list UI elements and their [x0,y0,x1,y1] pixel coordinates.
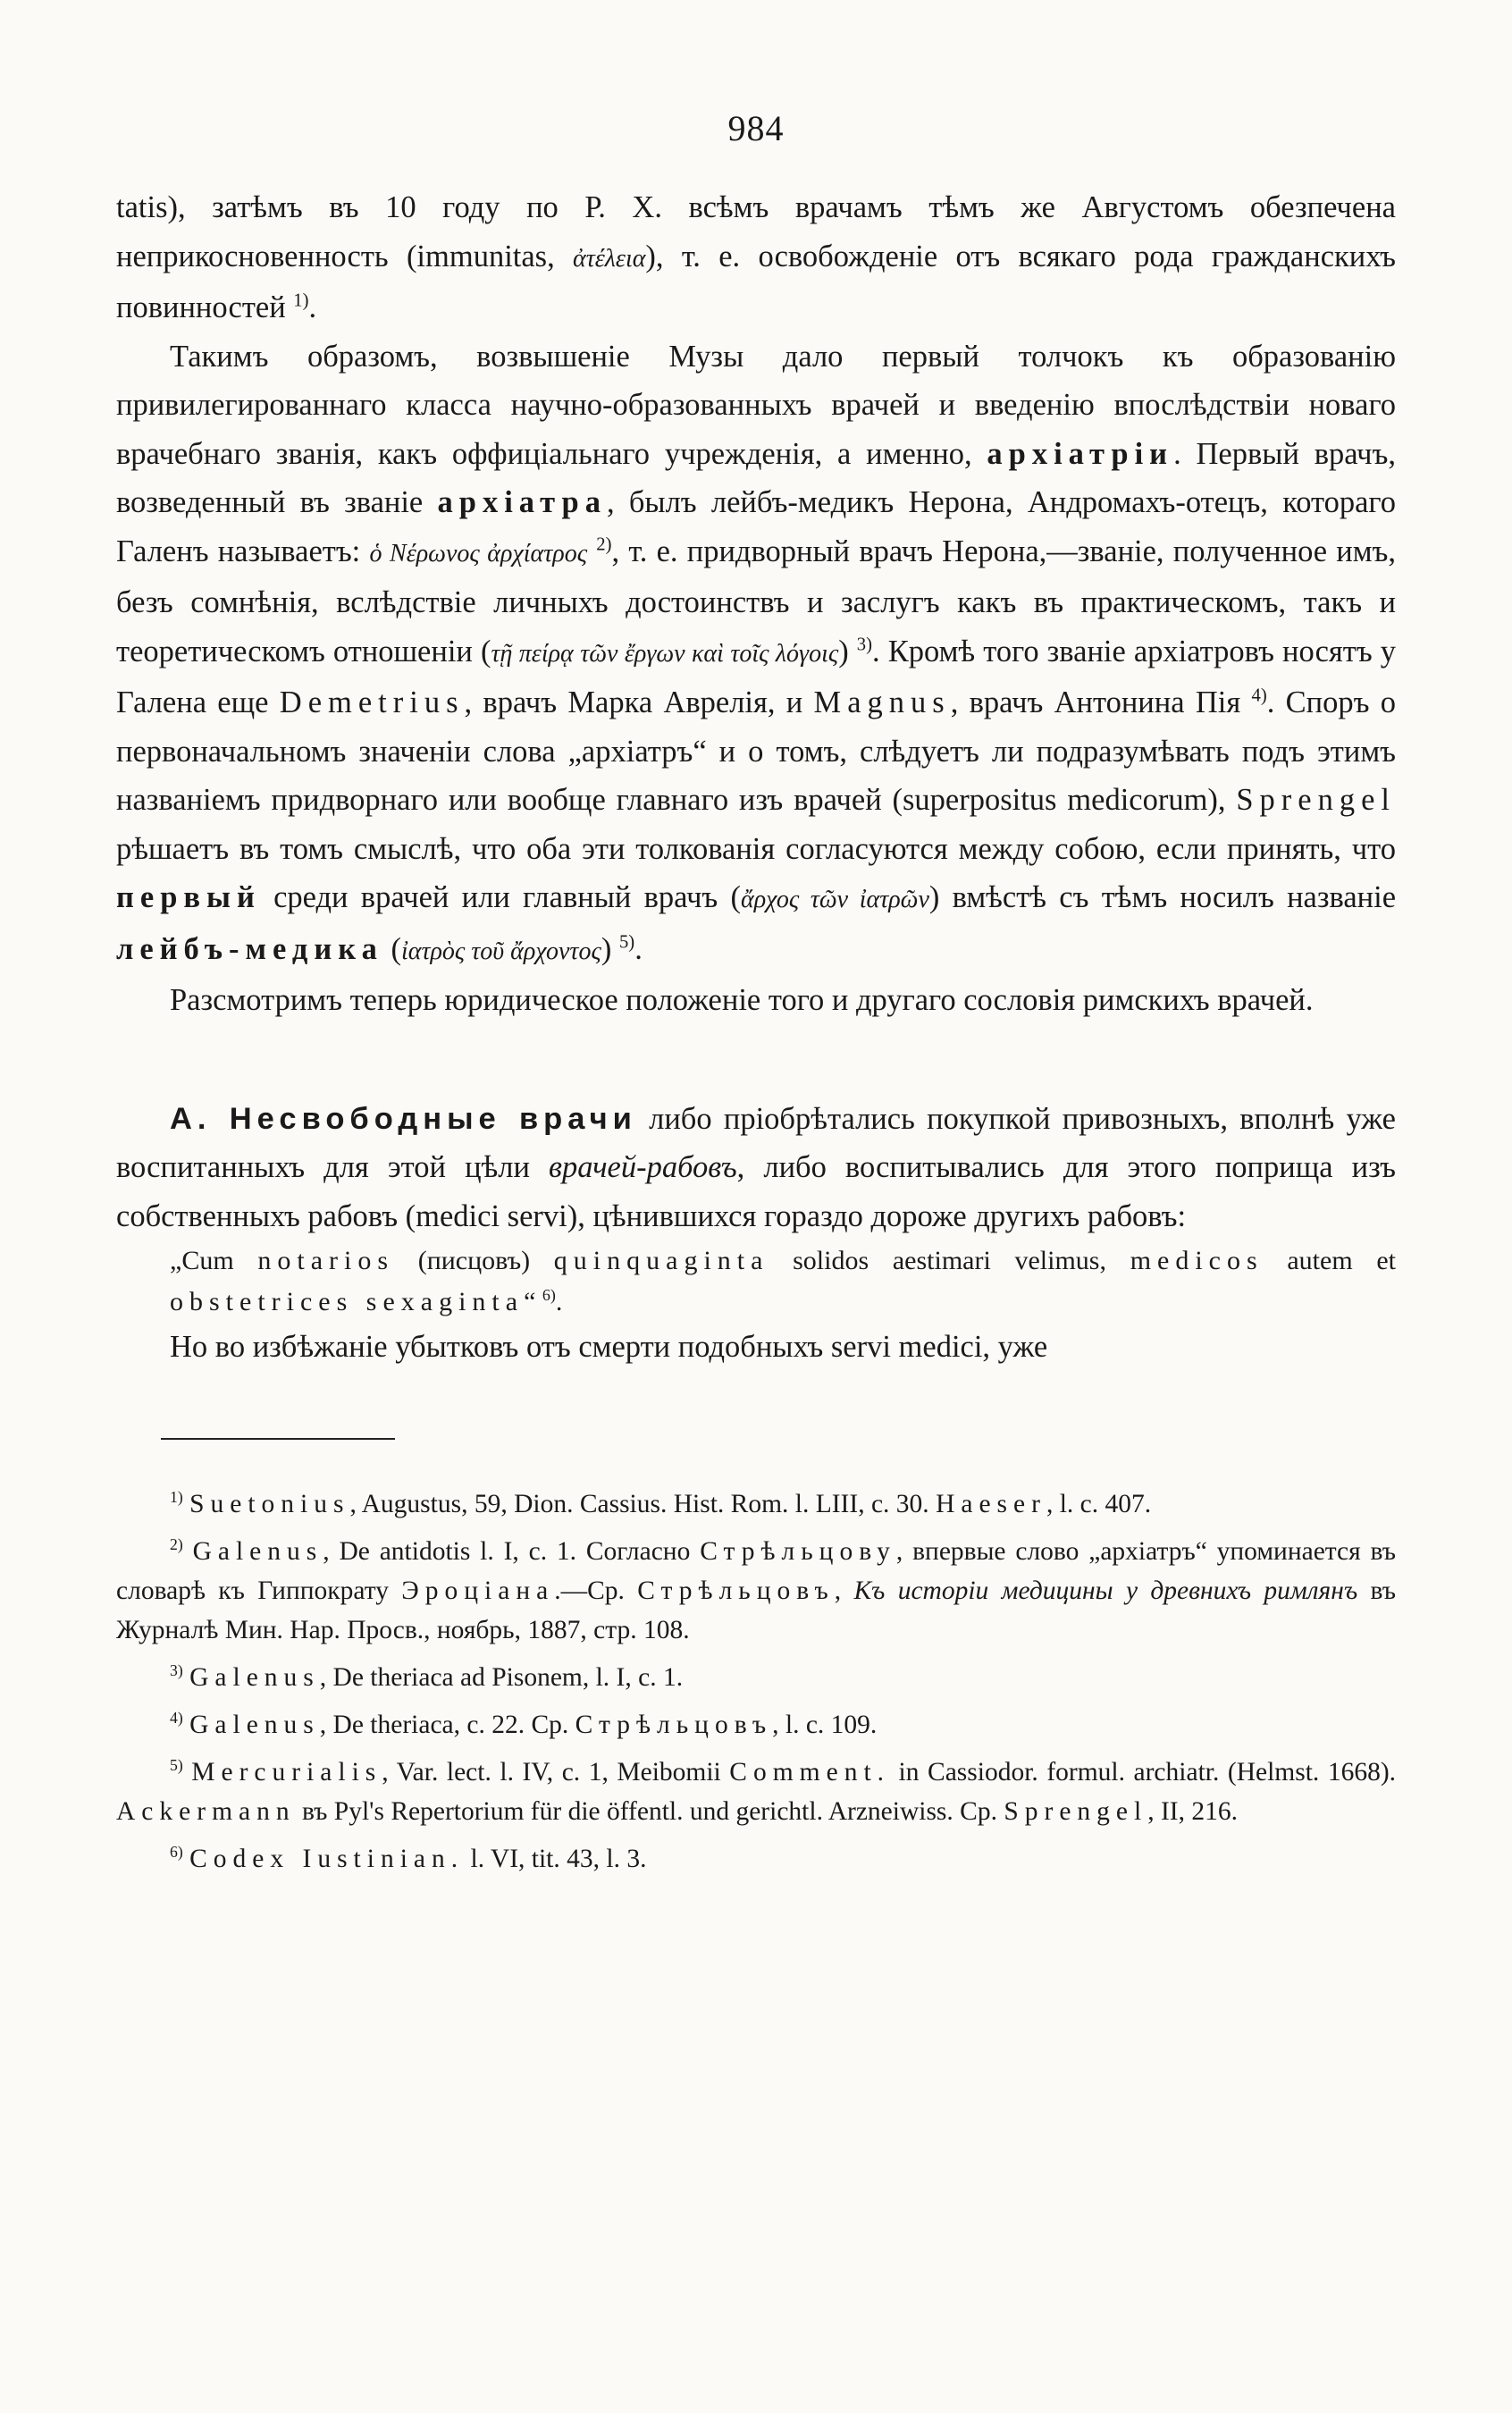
spaced-name: Sprengel [1236,783,1396,817]
text-run: ), т. е. освобожденіе отъ всякаго рода гражданскихъ повинностей [116,239,1397,324]
author-name: Suetonius [189,1489,350,1518]
text-run: . [308,290,317,324]
text-run: въ Pyl's Repertorium für die öffentl. und gerichtl. Arzneiwiss. Ср. [295,1796,1004,1826]
author-name: Sprengel [1004,1796,1148,1826]
author-name: Galenus [192,1536,323,1566]
text-run: въ Журналѣ Мин. Нар. Просв., ноябрь, 1887, стр. 108. [116,1576,1396,1644]
work-title: Къ исторіи медицины у древнихъ римлянъ [853,1576,1358,1605]
spaced-term: архіатріи [987,436,1174,471]
text-run: Такимъ образомъ, возвышеніе Музы дало первый толчокъ къ образованію привилегированнаго класса научно-образованныхъ врачей и введенію впослѣдствіи новаго врачебнаго званія, какъ оффиціальнаго учрежденія, а именно, [116,339,1396,471]
section-heading: А. Несвободные врачи [170,1101,637,1136]
greek-phrase: ἄρχος τῶν ἰατρῶν [741,886,929,913]
footnote-ref-4[interactable]: 4) [1251,685,1267,706]
paragraph-5: Но во избѣжаніе убытковъ отъ смерти подобныхъ servi medici, уже [170,1330,1048,1364]
spaced-name: Magnus [813,685,951,719]
footnote-mark: 3) [170,1661,183,1679]
spaced-word: quinquaginta [553,1246,769,1275]
author-name: Стрѣльцовъ [637,1576,835,1605]
text-run: „Cum [170,1246,258,1275]
italic-term: врачей-рабовъ [549,1150,737,1184]
footnote-2 [116,1532,1396,1650]
page-number: 984 [727,108,785,148]
footnote-mark: 4) [170,1708,183,1727]
text-run: in Cassiodor. formul. archiatr. (Helmst. 1668). [890,1757,1397,1787]
author-name: Эроціана [401,1576,555,1605]
paragraph-3: Разсмотримъ теперь юридическое положеніе того и другаго сословія римскихъ врачей. [170,983,1314,1017]
text-run: ) [838,634,857,668]
greek-phrase: ἰατρὸς τοῦ ἄρχοντος [400,937,601,965]
spaced-term: архіатра [437,485,607,519]
text-run: l. VI, tit. 43, l. 3. [464,1844,647,1873]
footnote-1 [116,1484,1396,1524]
footnote-6 [116,1839,1396,1879]
greek-phrase: ὁ Νέρωνος ἀρχίατρος [369,539,588,568]
footnote-mark: 6) [170,1842,183,1861]
footnote-5 [116,1753,1396,1831]
text-run: , De theriaca, c. 22. Ср. [319,1710,575,1739]
text-run: “ [524,1287,542,1316]
latin-quote [116,1240,1396,1323]
text-run: , De theriaca ad Pisonem, l. I, c. 1. [319,1662,684,1692]
text-run: , т. е. придворный врачъ Нерона,—званіе, полученное имъ, безъ сомнѣнія, вслѣдствіе личныхъ достоинствъ и заслугъ какъ въ практическомъ, такъ и теоретическомъ отношеніи ( [116,534,1396,668]
footnote-4 [116,1705,1396,1745]
footnote-ref-1[interactable]: 1) [293,290,309,311]
spaced-word: obstetrices sexaginta [170,1287,525,1316]
spaced-term: лейбъ-медика [116,931,383,966]
text-run: рѣшаетъ въ томъ смыслѣ, что оба эти толкованія согласуются между собою, если принять, что [116,831,1396,866]
text-run: autem et [1263,1246,1397,1275]
footnote-ref-5[interactable]: 5) [618,932,635,952]
text-run: , либо воспитывались для этого поприща изъ собственныхъ рабовъ (medici servi), цѣнившихся гораздо дороже другихъ рабовъ: [116,1150,1396,1233]
section-gap [116,1025,1396,1095]
text-run: , l. c. 407. [1046,1489,1152,1518]
spaced-word: notarios [257,1246,395,1275]
spaced-word: medicos [1130,1246,1264,1275]
author-name: Codex Iustinian. [189,1844,465,1873]
author-name: Стрѣльцову [700,1536,896,1566]
text-run: ( [382,931,401,966]
text-run: solidos aestimari velimus, [769,1246,1130,1275]
footnote-3 [116,1658,1396,1697]
text-run: , Augustus, 59, Dion. Cassius. Hist. Rom. l. LIII, c. 30. [349,1489,937,1518]
text-run: , De antidotis l. I, c. 1. Согласно [323,1536,701,1566]
text-run: , былъ лейбъ-медикъ Нерона, Андромахъ-отецъ, котораго Галенъ называетъ: [116,485,1396,568]
footnote-ref-3[interactable]: 3) [856,635,873,654]
footnote-mark: 5) [170,1755,183,1774]
greek-phrase: τῇ πείρᾳ τῶν ἔργων καὶ τοῖς λόγοις [491,639,839,668]
paragraph-1 [116,183,1396,332]
text-run: . [555,1287,563,1316]
text-run: либо пріобрѣтались покупкой привозныхъ, вполнѣ уже воспитанныхъ для этой цѣли [116,1101,1396,1184]
text-run: ) [601,931,619,966]
footnote-ref-2[interactable]: 2) [596,534,612,554]
author-name: Galenus [189,1662,320,1692]
text-run: , l. c. 109. [772,1710,878,1739]
author-name: Стрѣльцовъ [575,1710,773,1739]
greek-word: ἀτέλεια [573,244,646,273]
text-run: , II, 216. [1147,1796,1238,1826]
text-run: , врачъ Марка Аврелія, и [464,685,814,719]
text-run: , впервые слово „архіатръ“ упоминается въ словарѣ къ Гиппократу [116,1536,1397,1605]
author-name: Ackermann [116,1796,296,1826]
footnote-mark: 1) [170,1487,183,1506]
text-run: , врачъ Антонина Пія [950,685,1252,719]
main-text [116,183,1396,1372]
footnote-ref-6[interactable]: 6) [542,1286,556,1304]
author-name: Mercurialis [191,1757,382,1787]
spaced-term: первый [116,880,261,914]
paragraph-2 [116,332,1396,977]
text-run: . [634,931,643,966]
author-name: Galenus [189,1710,320,1739]
paragraph-4 [116,1095,1396,1241]
footnotes [116,1484,1396,1879]
author-name: Haeser [936,1489,1046,1518]
footnote-divider [161,1438,395,1440]
spaced-name: Demetrius [279,685,465,719]
text-run: . Первый врачъ, возведенный въ званіе [116,436,1396,519]
author-name: Comment. [729,1757,891,1787]
text-run: .—Ср. [554,1576,638,1605]
text-run: , Var. lect. l. IV, c. 1, Meibomii [382,1757,730,1787]
text-run: . Споръ о первоначальномъ значеніи слова „архіатръ“ и о томъ, слѣдуетъ ли подразумѣвать подъ этимъ названіемъ придворнаго или вообще главнаго изъ врачей (superpositus medicorum), [116,685,1396,817]
text-run: (писцовъ) [394,1246,554,1275]
text-run: ) вмѣстѣ съ тѣмъ носилъ названіе [928,880,1397,914]
text-run: . Кромѣ того званіе архіатровъ носятъ у Галена еще [116,634,1396,719]
text-run: среди врачей или главный врачъ ( [260,880,742,914]
footnote-mark: 2) [170,1534,183,1553]
text-run: , [834,1576,854,1605]
text-run: tatis), затѣмъ въ 10 году по Р. Х. всѣмъ врачамъ тѣмъ же Августомъ обезпечена неприкосновенность (immunitas, [116,190,1396,273]
